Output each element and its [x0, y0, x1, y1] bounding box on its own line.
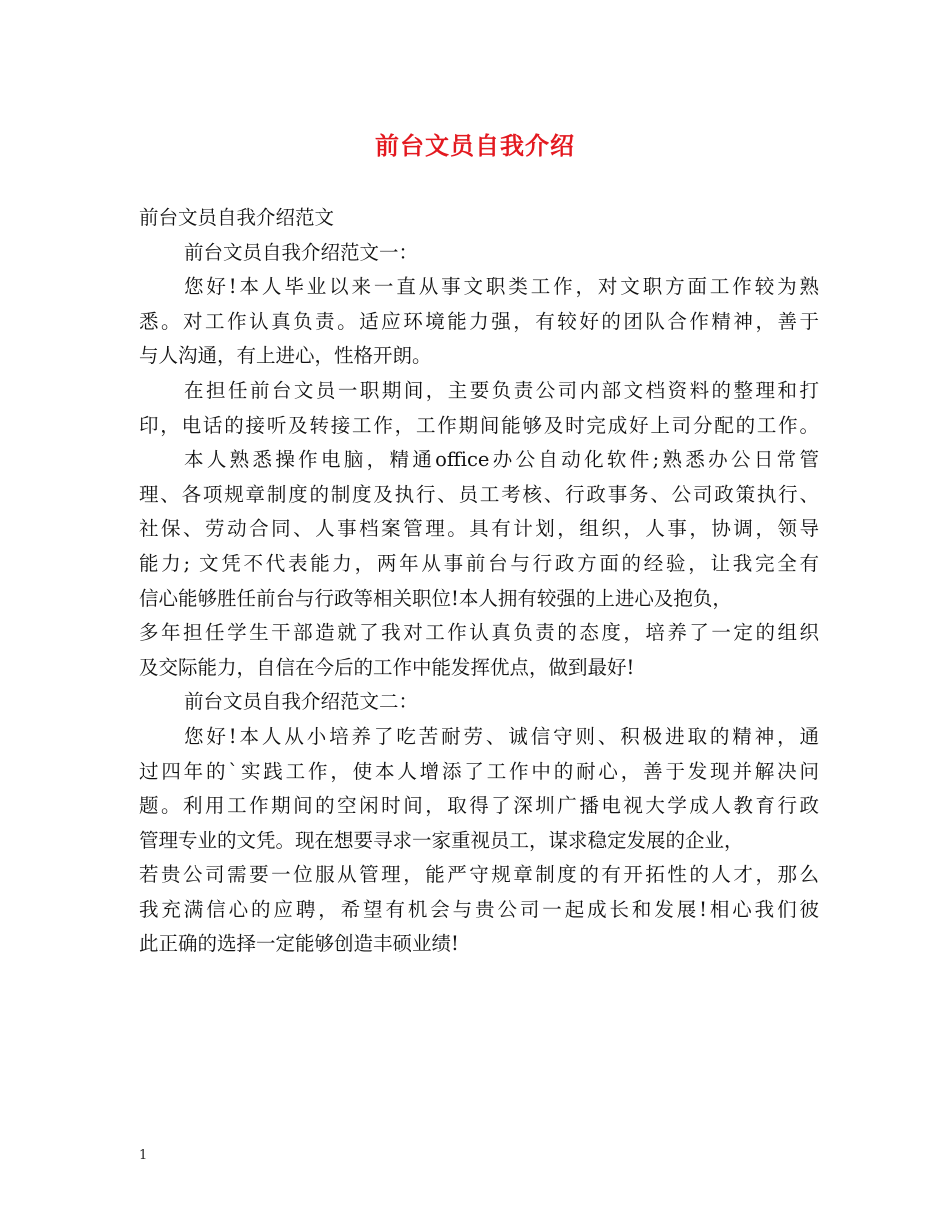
paragraph-line: 此正确的选择一定能够创造丰硕业绩!	[139, 932, 459, 956]
paragraph-line: 理、各项规章制度的制度及执行、员工考核、行政事务、公司政策执行、	[139, 482, 819, 506]
paragraph-line: 您好!本人毕业以来一直从事文职类工作，对文职方面工作较为熟	[184, 275, 819, 299]
paragraph-line: 我充满信心的应聘，希望有机会与贵公司一起成长和发展!相心我们彼	[139, 897, 819, 921]
sample-heading-2: 前台文员自我介绍范文二：	[184, 690, 419, 714]
paragraph-line: 社保、劳动合同、人事档案管理。具有计划，组织，人事，协调，领导	[139, 517, 819, 541]
paragraph-line: 多年担任学生干部造就了我对工作认真负责的态度，培养了一定的组织	[139, 621, 819, 645]
document-title: 前台文员自我介绍	[375, 131, 575, 160]
paragraph-line: 信心能够胜任前台与行政等相关职位!本人拥有较强的上进心及抱负，	[139, 586, 732, 610]
page-number: 1	[139, 1148, 148, 1163]
paragraph-line: 在担任前台文员一职期间，主要负责公司内部文档资料的整理和打	[184, 378, 819, 402]
paragraph-line: 印，电话的接听及转接工作，工作期间能够及时完成好上司分配的工作。	[139, 413, 819, 437]
paragraph-line: 您好!本人从小培养了吃苦耐劳、诚信守则、积极进取的精神，通	[184, 724, 819, 748]
paragraph-line: 与人沟通，有上进心，性格开朗。	[139, 344, 432, 368]
paragraph-line: 本人熟悉操作电脑，精通office办公自动化软件;熟悉办公日常管	[184, 448, 819, 472]
paragraph-line: 能力; 文凭不代表能力，两年从事前台与行政方面的经验，让我完全有	[139, 551, 819, 575]
paragraph-line: 若贵公司需要一位服从管理，能严守规章制度的有开拓性的人才，那么	[139, 863, 819, 887]
paragraph-line: 悉。对工作认真负责。适应环境能力强，有较好的团队合作精神，善于	[139, 309, 819, 333]
paragraph-line: 题。利用工作期间的空闲时间，取得了深圳广播电视大学成人教育行政	[139, 794, 819, 818]
sample-heading-1: 前台文员自我介绍范文一：	[184, 240, 419, 264]
paragraph-line: 及交际能力，自信在今后的工作中能发挥优点，做到最好!	[139, 655, 635, 679]
paragraph-line: 管理专业的文凭。现在想要寻求一家重视员工，谋求稳定发展的企业，	[139, 828, 744, 852]
section-heading: 前台文员自我介绍范文	[139, 206, 335, 229]
document-body	[139, 201, 819, 962]
paragraph-line: 过四年的`实践工作，使本人增添了工作中的耐心，善于发现并解决问	[139, 759, 819, 783]
